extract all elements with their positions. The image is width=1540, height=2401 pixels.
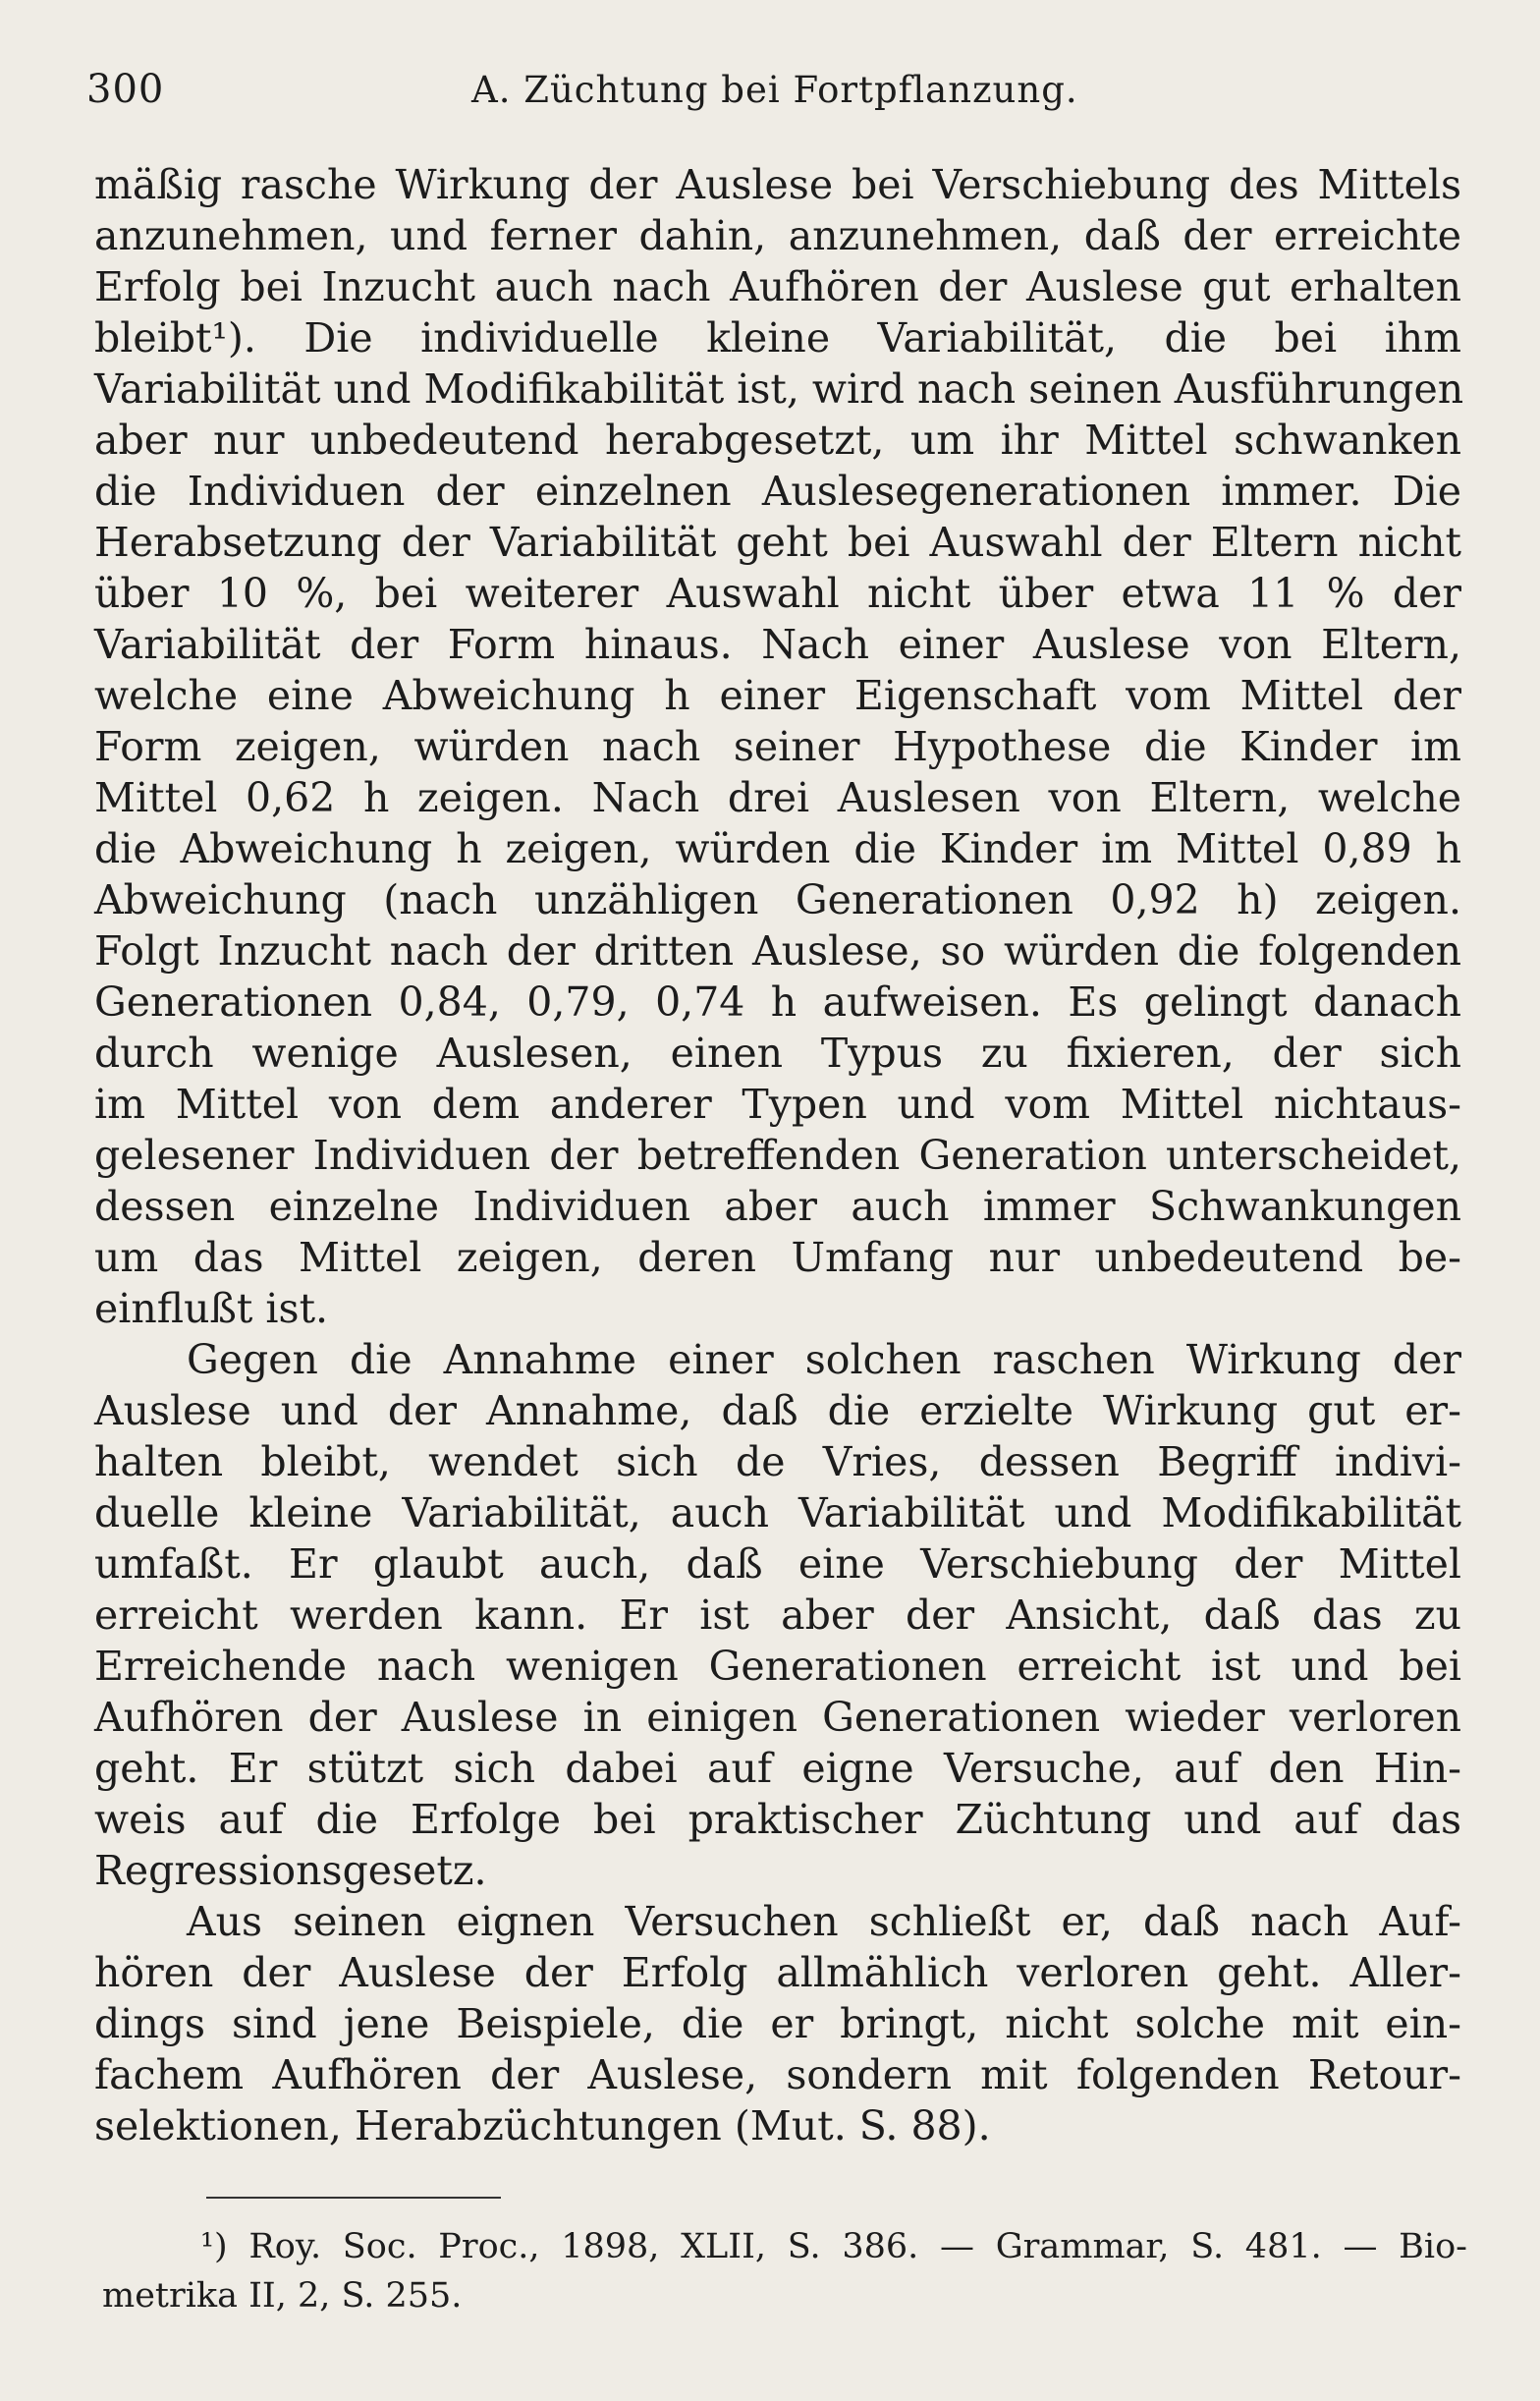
- text-line: Generationen 0,84, 0,79, 0,74 h aufweisen. Es gelingt danach: [94, 978, 1461, 1026]
- text-line: halten bleibt, wendet sich de Vries, dessen Begriff indivi-: [94, 1438, 1461, 1485]
- text-line: dings sind jene Beispiele, die er bringt, nicht solche mit ein-: [94, 2000, 1461, 2047]
- text-line: einflußt ist.: [94, 1285, 329, 1332]
- text-line: Erreichende nach wenigen Generationen erreicht ist und bei: [94, 1643, 1461, 1690]
- text-line: Variabilität der Form hinaus. Nach einer Auslese von Eltern,: [94, 621, 1461, 668]
- text-line: erreicht werden kann. Er ist aber der Ansicht, daß das zu: [94, 1591, 1461, 1639]
- text-line: gelesener Individuen der betreffenden Generation unterscheidet,: [94, 1132, 1461, 1179]
- text-line: Aus seinen eignen Versuchen schließt er, daß nach Auf-: [187, 1898, 1461, 1945]
- text-line: duelle kleine Variabilität, auch Variabilität und Modifikabilität: [94, 1489, 1461, 1536]
- text-line: Gegen die Annahme einer solchen raschen Wirkung der: [187, 1336, 1461, 1383]
- footnote-line: metrika II, 2, S. 255.: [102, 2276, 463, 2316]
- text-line: Erfolg bei Inzucht auch nach Aufhören der Auslese gut erhalten: [94, 263, 1461, 310]
- text-line: hören der Auslese der Erfolg allmählich verloren geht. Aller-: [94, 1949, 1461, 1996]
- text-line: durch wenige Auslesen, einen Typus zu fixieren, der sich: [94, 1030, 1461, 1077]
- page-number: 300: [86, 67, 165, 112]
- text-line: fachem Aufhören der Auslese, sondern mit folgenden Retour-: [94, 2051, 1461, 2098]
- text-line: anzunehmen, und ferner dahin, anzunehmen, daß der erreichte: [94, 212, 1461, 259]
- text-line: um das Mittel zeigen, deren Umfang nur unbedeutend be-: [94, 1234, 1461, 1281]
- body-text: [94, 159, 1464, 2151]
- text-line: dessen einzelne Individuen aber auch immer Schwankungen: [94, 1183, 1461, 1230]
- text-line: Aufhören der Auslese in einigen Generationen wieder verloren: [94, 1694, 1461, 1741]
- footnote: [102, 2222, 1467, 2320]
- page-header: [86, 67, 1461, 126]
- text-line: bleibt¹). Die individuelle kleine Variabilität, die bei ihm: [94, 314, 1461, 362]
- text-line: Folgt Inzucht nach der dritten Auslese, so würden die folgenden: [94, 927, 1461, 975]
- text-line: selektionen, Herabzüchtungen (Mut. S. 88).: [94, 2102, 991, 2150]
- text-line: welche eine Abweichung h einer Eigenschaft vom Mittel der: [94, 672, 1461, 719]
- text-line: Auslese und der Annahme, daß die erzielte Wirkung gut er-: [94, 1387, 1461, 1434]
- text-line: Variabilität und Modifikabilität ist, wird nach seinen Ausführungen: [94, 365, 1464, 413]
- footnote-line: ¹) Roy. Soc. Proc., 1898, XLII, S. 386. — Grammar, S. 481. — Bio-: [200, 2227, 1467, 2266]
- text-line: mäßig rasche Wirkung der Auslese bei Verschiebung des Mittels: [94, 161, 1461, 208]
- text-line: umfaßt. Er glaubt auch, daß eine Verschiebung der Mittel: [94, 1540, 1461, 1588]
- text-line: Herabsetzung der Variabilität geht bei Auswahl der Eltern nicht: [94, 519, 1461, 566]
- text-line: die Individuen der einzelnen Auslesegenerationen immer. Die: [94, 468, 1461, 515]
- text-line: aber nur unbedeutend herabgesetzt, um ihr Mittel schwanken: [94, 417, 1461, 464]
- footnote-rule: [206, 2197, 501, 2199]
- text-line: Abweichung (nach unzähligen Generationen 0,92 h) zeigen.: [94, 876, 1461, 923]
- text-line: Regressionsgesetz.: [94, 1847, 487, 1894]
- text-line: die Abweichung h zeigen, würden die Kinder im Mittel 0,89 h: [94, 825, 1461, 872]
- text-line: geht. Er stützt sich dabei auf eigne Versuche, auf den Hin-: [94, 1745, 1461, 1792]
- text-line: Mittel 0,62 h zeigen. Nach drei Auslesen von Eltern, welche: [94, 774, 1461, 821]
- running-head: A. Züchtung bei Fortpflanzung.: [471, 69, 1078, 111]
- text-line: im Mittel von dem anderer Typen und vom Mittel nichtaus-: [94, 1081, 1461, 1128]
- text-line: Form zeigen, würden nach seiner Hypothese die Kinder im: [94, 723, 1461, 770]
- text-line: weis auf die Erfolge bei praktischer Züchtung und auf das: [94, 1796, 1461, 1843]
- text-line: über 10 %, bei weiterer Auswahl nicht über etwa 11 % der: [94, 570, 1461, 617]
